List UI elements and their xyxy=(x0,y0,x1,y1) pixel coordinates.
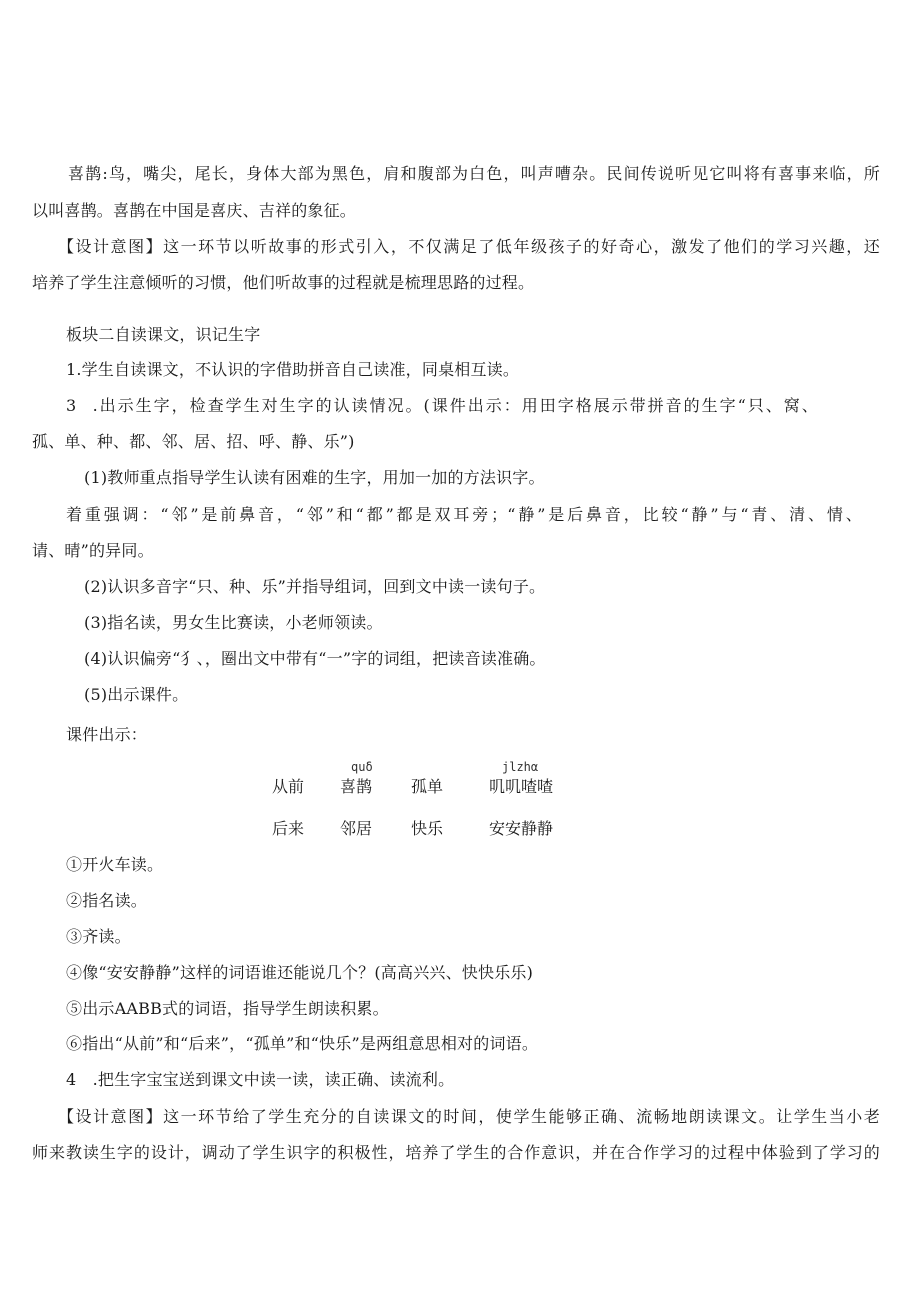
courseware-step-1: ①开火车读。 xyxy=(66,855,164,874)
design-intent-1-line2: 培养了学生注意倾听的习惯，他们听故事的过程就是梳理思路的过程。 xyxy=(32,273,535,292)
word-linju: 邻居 xyxy=(340,819,373,838)
design-intent-2-line1: 【设计意图】这一环节给了学生充分的自读课文的时间，使学生能够正确、流畅地朗读课文。让学生当小老 xyxy=(58,1107,880,1126)
item-3-line1: 3 .出示生字，检查学生对生字的认读情况。(课件出示：用田字格展示带拼音的生字“只、窝、 xyxy=(66,396,818,415)
emphasis-line2: 请、晴”的异同。 xyxy=(32,541,154,560)
pinyin-xique: quδ xyxy=(351,760,373,774)
word-congqian: 从前 xyxy=(272,777,305,796)
word-xique: 喜鹊 xyxy=(340,777,373,796)
sub-item-2: (2)认识多音字“只、种、乐”并指导组词，回到文中读一读句子。 xyxy=(84,577,546,596)
courseware-step-6: ⑥指出“从前”和“后来”，“孤单”和“快乐”是两组意思相对的词语。 xyxy=(66,1034,539,1053)
item-3-line2: 孤、单、种、都、邻、居、招、呼、静、乐”) xyxy=(32,432,355,451)
item-1: 1.学生自读课文，不认识的字借助拼音自己读准，同桌相互读。 xyxy=(66,360,520,379)
courseware-step-3: ③齐读。 xyxy=(66,927,131,946)
pinyin-jizha: jlzhα xyxy=(502,760,539,774)
word-ananjingjing: 安安静静 xyxy=(489,819,554,838)
paragraph-magpie-line1: 喜鹊:鸟，嘴尖，尾长，身体大部为黑色，肩和腹部为白色，叫声嘈杂。民间传说听见它叫将有喜事来临，所 xyxy=(68,164,880,183)
courseware-step-2: ②指名读。 xyxy=(66,891,148,910)
paragraph-magpie-line2: 以叫喜鹊。喜鹊在中国是喜庆、吉祥的象征。 xyxy=(32,201,357,220)
word-houlai: 后来 xyxy=(272,819,305,838)
item-4: 4 .把生字宝宝送到课文中读一读，读正确、读流利。 xyxy=(66,1070,455,1089)
courseware-step-4: ④像“安安静静”这样的词语谁还能说几个？(高高兴兴、快快乐乐) xyxy=(66,963,534,982)
courseware-label: 课件出示： xyxy=(66,725,148,744)
design-intent-2-line2: 师来教读生字的设计，调动了学生识字的积极性，培养了学生的合作意识，并在合作学习的过程中体验到了学习的 xyxy=(32,1143,880,1162)
section-title: 板块二自读课文，识记生字 xyxy=(66,325,261,344)
sub-item-4: (4)认识偏旁“犭、，圈出文中带有“一”字的词组，把读音读准确。 xyxy=(84,649,546,668)
sub-item-1: (1)教师重点指导学生认读有困难的生字，用加一加的方法识字。 xyxy=(84,468,545,487)
word-jijizhazha: 叽叽喳喳 xyxy=(489,777,554,796)
design-intent-1-line1: 【设计意图】这一环节以听故事的形式引入，不仅满足了低年级孩子的好奇心，激发了他们的学习兴趣，还 xyxy=(58,237,880,256)
sub-item-5: (5)出示课件。 xyxy=(84,685,189,704)
sub-item-3: (3)指名读，男女生比赛读，小老师领读。 xyxy=(84,613,383,632)
word-gudan: 孤单 xyxy=(411,777,444,796)
courseware-step-5: ⑤出示AABB式的词语，指导学生朗读积累。 xyxy=(66,999,389,1018)
emphasis-line1: 着重强调：“邻”是前鼻音，“邻”和“都”都是双耳旁；“静”是后鼻音，比较“静”与“青、清、情、 xyxy=(66,505,862,524)
word-kuaile: 快乐 xyxy=(411,819,444,838)
